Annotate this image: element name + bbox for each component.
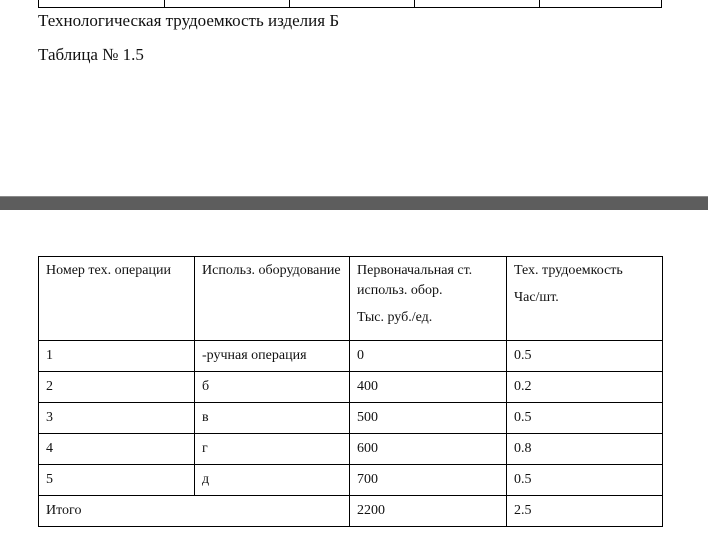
cell-initial-cost: 600 [350, 434, 507, 465]
header-initial-cost-label: Первоначальная ст. использ. обор. [357, 263, 473, 298]
cell-labor: 0.2 [507, 372, 663, 403]
cell-labor: 0.5 [507, 403, 663, 434]
table-total-row [39, 496, 663, 527]
header-labor-label: Тех. трудоемкость [514, 263, 623, 278]
table-header-row [39, 257, 663, 341]
labor-intensity-table [38, 256, 663, 527]
table-column-divider [164, 0, 165, 8]
cell-op-number: 1 [39, 341, 195, 372]
cell-equipment: б [195, 372, 350, 403]
cell-initial-cost: 700 [350, 465, 507, 496]
table-row [39, 372, 663, 403]
cell-initial-cost: 400 [350, 372, 507, 403]
table-row [39, 434, 663, 465]
cell-labor: 0.8 [507, 434, 663, 465]
page-break-gap [0, 196, 708, 211]
table-row [39, 465, 663, 496]
header-op-number: Номер тех. операции [39, 257, 195, 341]
header-initial-cost-unit: Тыс. руб./ед. [357, 310, 433, 325]
cell-labor: 0.5 [507, 341, 663, 372]
cell-op-number: 3 [39, 403, 195, 434]
cell-equipment: г [195, 434, 350, 465]
total-initial-cost: 2200 [350, 496, 507, 527]
previous-table-bottom-edge [38, 0, 662, 8]
cell-initial-cost: 500 [350, 403, 507, 434]
header-equipment: Использ. оборудование [195, 257, 350, 341]
document-heading: Технологическая трудоемкость изделия Б [38, 11, 340, 30]
cell-equipment: д [195, 465, 350, 496]
cell-initial-cost: 0 [350, 341, 507, 372]
table-caption: Таблица № 1.5 [38, 45, 144, 64]
document-page-bottom [0, 210, 708, 551]
cell-op-number: 5 [39, 465, 195, 496]
cell-equipment: -ручная операция [195, 341, 350, 372]
table-column-divider [539, 0, 540, 8]
table-row [39, 341, 663, 372]
header-initial-cost [350, 257, 507, 341]
header-labor [507, 257, 663, 341]
total-labor: 2.5 [507, 496, 663, 527]
cell-op-number: 2 [39, 372, 195, 403]
cell-op-number: 4 [39, 434, 195, 465]
cell-labor: 0.5 [507, 465, 663, 496]
header-labor-unit: Час/шт. [514, 290, 559, 305]
table-column-divider [414, 0, 415, 8]
table-column-divider [289, 0, 290, 8]
document-page-top [0, 0, 708, 196]
table-row [39, 403, 663, 434]
cell-equipment: в [195, 403, 350, 434]
total-label: Итого [39, 496, 350, 527]
